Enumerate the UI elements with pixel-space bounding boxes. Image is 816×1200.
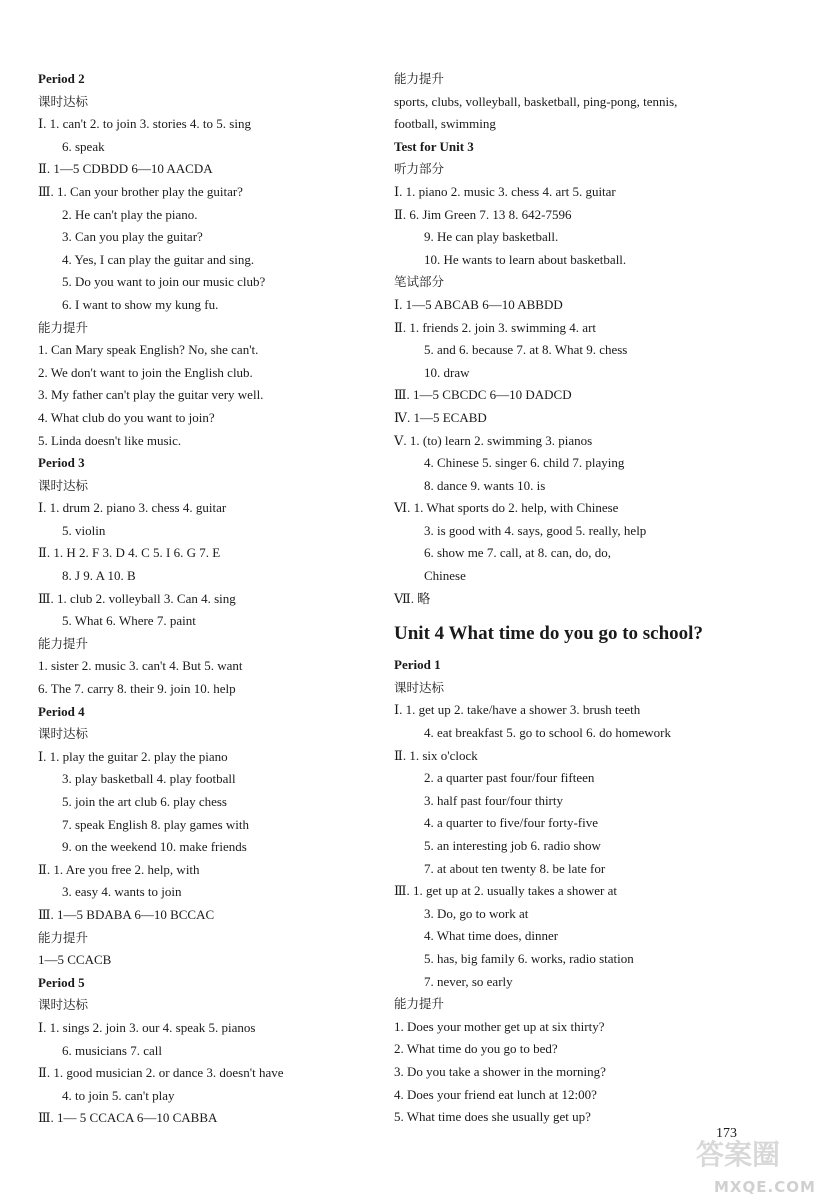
section-heading: Test for Unit 3 [394,138,474,154]
answer-line: 3. is good with 4. says, good 5. really, help [424,522,647,538]
answer-line: 4. Chinese 5. singer 6. child 7. playing [424,455,625,471]
answer-line: Ⅰ. 1—5 ABCAB 6—10 ABBDD [394,296,563,312]
section-heading: Period 5 [38,974,85,990]
answer-line: 5. join the art club 6. play chess [62,794,227,809]
answer-line: 3. Do you take a shower in the morning? [394,1063,606,1079]
answer-line: 3. Do, go to work at [424,905,529,921]
answer-line: 4. eat breakfast 5. go to school 6. do homework [424,725,671,741]
answer-line: Ⅴ. 1. (to) learn 2. swimming 3. pianos [394,432,593,448]
answer-line: Ⅰ. 1. can't 2. to join 3. stories 4. to 5. sing [38,116,251,132]
answer-line: Ⅳ. 1—5 ECABD [394,409,487,425]
answer-line: 7. never, so early [424,973,513,989]
answer-line: Chinese [424,568,466,584]
answer-line: 1. Does your mother get up at six thirty? [394,1018,605,1034]
answer-line: 5. What 6. Where 7. paint [62,613,196,629]
answer-line: 3. play basketball 4. play football [62,771,236,787]
answer-line: 10. draw [424,364,470,380]
answer-line: 4. to join 5. can't play [62,1087,175,1103]
answer-line: 3. Can you play the guitar? [62,229,203,245]
watermark-logo [692,1130,816,1198]
section-heading: Period 3 [38,455,85,471]
answer-line: 6. show me 7. call, at 8. can, do, do, [424,545,612,561]
answer-line: 10. He wants to learn about basketball. [424,251,627,267]
answer-line: Ⅵ. 1. What sports do 2. help, with Chinese [394,500,619,516]
answer-line: Ⅰ. 1. get up 2. take/have a shower 3. brush teeth [394,702,641,718]
subsection-label: 听力部分 [394,161,445,177]
answer-line: 9. He can play basketball. [424,229,559,245]
answer-line: 8. J 9. A 10. B [62,568,136,584]
answer-line: 5. an interesting job 6. radio show [424,838,601,853]
answer-line: Ⅱ. 6. Jim Green 7. 13 8. 642-7596 [394,206,572,222]
answer-line: 7. at about ten twenty 8. be late for [424,860,606,876]
answer-line: 2. We don't want to join the English club. [38,364,253,380]
answer-line: 4. Does your friend eat lunch at 12:00? [394,1086,597,1102]
section-heading: Period 4 [38,703,85,719]
subsection-label: 课时达标 [38,477,89,493]
answer-line: 4. a quarter to five/four forty-five [424,815,598,831]
answer-line: 6. speak [62,138,105,154]
subsection-label: 能力提升 [38,929,89,945]
answer-line: 5. and 6. because 7. at 8. What 9. chess [424,342,628,358]
answer-line: 3. easy 4. wants to join [62,884,182,900]
answer-line: 4. What club do you want to join? [38,409,215,425]
answer-line: 6. musicians 7. call [62,1042,163,1058]
answer-line: 6. I want to show my kung fu. [62,296,219,312]
watermark-text: 答案圈 [696,1138,781,1171]
subsection-label: 能力提升 [38,319,89,335]
answer-line: Ⅲ. 1. get up at 2. usually takes a shower at [394,883,618,899]
answer-line: 4. Yes, I can play the guitar and sing. [62,251,255,267]
answer-line: 1. sister 2. music 3. can't 4. But 5. want [38,658,243,674]
answer-line: 8. dance 9. wants 10. is [424,477,546,493]
answer-line: 1. Can Mary speak English? No, she can't. [38,342,259,358]
answer-line: 7. speak English 8. play games with [62,816,250,832]
subsection-label: 课时达标 [38,726,89,742]
section-heading: Period 1 [394,657,441,673]
subsection-label: 笔试部分 [394,274,445,290]
answer-line: Ⅰ. 1. sings 2. join 3. our 4. speak 5. pianos [38,1019,256,1035]
answer-line: 3. half past four/four thirty [424,792,563,808]
section-heading: Period 2 [38,71,85,86]
answer-line: sports, clubs, volleyball, basketball, ping-pong, tennis, [394,93,678,109]
answer-line: 5. What time does she usually get up? [394,1109,591,1125]
answer-line: 2. He can't play the piano. [62,206,198,222]
subsection-label: 能力提升 [394,996,445,1012]
answer-line: Ⅱ. 1. six o'clock [394,747,478,763]
answer-line: 5. violin [62,522,106,538]
subsection-label: 课时达标 [38,93,89,109]
answer-line: football, swimming [394,116,496,132]
answer-line: 9. on the weekend 10. make friends [62,839,247,855]
subsection-label: 能力提升 [38,635,89,651]
answer-line: Ⅲ. 1—5 BDABA 6—10 BCCAC [38,906,215,922]
answer-line: Ⅱ. 1. friends 2. join 3. swimming 4. art [394,319,597,335]
page-number: 173 [716,1126,737,1141]
subsection-label: 能力提升 [394,71,445,86]
subsection-label: 课时达标 [394,679,445,695]
answer-line: Ⅱ. 1—5 CDBDD 6—10 AACDA [38,161,213,177]
answer-line: 6. The 7. carry 8. their 9. join 10. help [38,681,236,697]
answer-line: Ⅰ. 1. play the guitar 2. play the piano [38,748,228,764]
answer-line: Ⅱ. 1. H 2. F 3. D 4. C 5. I 6. G 7. E [38,545,221,561]
answer-line: Ⅲ. 1. Can your brother play the guitar? [38,183,243,199]
answer-line: 2. a quarter past four/four fifteen [424,770,595,786]
answer-line: Ⅰ. 1. piano 2. music 3. chess 4. art 5. guitar [394,183,616,199]
answer-line: Ⅲ. 1— 5 CCACA 6—10 CABBA [38,1110,218,1126]
answer-line: Ⅰ. 1. drum 2. piano 3. chess 4. guitar [38,500,227,516]
answer-line: Ⅲ. 1. club 2. volleyball 3. Can 4. sing [38,590,236,606]
subsection-label: 课时达标 [38,997,89,1013]
left-column [38,68,388,1130]
answer-line: Ⅲ. 1—5 CBCDC 6—10 DADCD [394,387,572,403]
answer-line: 3. My father can't play the guitar very well. [38,387,264,403]
answer-line: Ⅱ. 1. good musician 2. or dance 3. doesn't have [38,1065,284,1081]
answer-line: Ⅶ. 略 [394,590,431,606]
answer-line: 2. What time do you go to bed? [394,1041,558,1057]
unit-title: Unit 4 What time do you go to school? [394,623,703,645]
answer-line: 5. Do you want to join our music club? [62,274,266,290]
answer-line: 5. has, big family 6. works, radio station [424,950,634,966]
answer-line: 1—5 CCACB [38,952,112,968]
answer-line: 4. What time does, dinner [424,928,559,944]
right-column [394,68,794,1129]
answer-line: Ⅱ. 1. Are you free 2. help, with [38,861,200,877]
answer-line: 5. Linda doesn't like music. [38,432,182,448]
watermark-url: MXQE.COM [714,1178,816,1196]
